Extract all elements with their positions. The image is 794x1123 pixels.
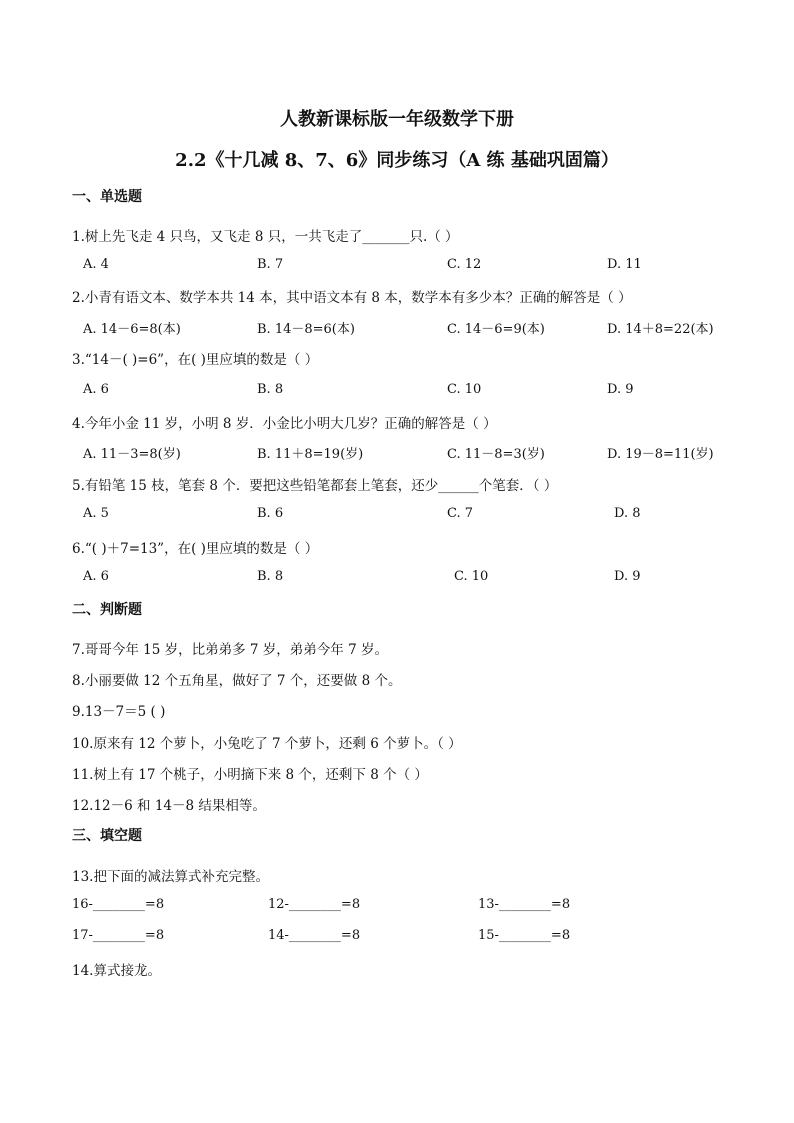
- q3-option-b: B. 8: [257, 382, 284, 397]
- q1-option-c: C. 12: [447, 257, 482, 272]
- q2-option-a: A. 14－6=8(本): [83, 322, 181, 337]
- question-9: 9.13－7＝5 ( ): [72, 704, 166, 720]
- q5-option-d: D. 8: [614, 506, 641, 521]
- section-heading-single-choice: 一、单选题: [72, 189, 142, 205]
- q5-option-b: B. 6: [257, 506, 284, 521]
- fill-item: 13-________=8: [478, 897, 571, 912]
- question-5: 5.有铅笔 15 枝，笔套 8 个．要把这些铅笔都套上笔套，还少______个笔套．（ ）: [72, 478, 558, 494]
- fill-item: 14-________=8: [268, 928, 361, 943]
- q2-option-c: C. 14－6=9(本): [447, 322, 545, 337]
- q6-option-d: D. 9: [614, 569, 641, 584]
- q1-option-d: D. 11: [607, 257, 642, 272]
- question-6: 6.“( )＋7=13”，在( )里应填的数是（ ）: [72, 541, 319, 557]
- q6-option-a: A. 6: [83, 569, 109, 584]
- fill-item: 16-________=8: [72, 897, 165, 912]
- q1-option-b: B. 7: [257, 257, 284, 272]
- fill-item: 15-________=8: [478, 928, 571, 943]
- question-7: 7.哥哥今年 15 岁，比弟弟多 7 岁，弟弟今年 7 岁。: [72, 642, 388, 658]
- q6-option-b: B. 8: [257, 569, 284, 584]
- question-14: 14.算式接龙。: [72, 963, 161, 979]
- q4-option-c: C. 11－8=3(岁): [447, 447, 545, 462]
- q4-option-d: D. 19－8=11(岁): [607, 447, 714, 462]
- q2-option-d: D. 14＋8=22(本): [607, 322, 714, 337]
- q5-option-c: C. 7: [447, 506, 474, 521]
- question-13: 13.把下面的减法算式补充完整。: [72, 869, 269, 885]
- q3-option-a: A. 6: [83, 382, 109, 397]
- fill-item: 17-________=8: [72, 928, 165, 943]
- question-2: 2.小青有语文本、数学本共 14 本，其中语文本有 8 本，数学本有多少本？正确的解答是（ ）: [72, 290, 632, 306]
- question-10: 10.原来有 12 个萝卜，小兔吃了 7 个萝卜，还剩 6 个萝卜。（ ）: [72, 736, 462, 752]
- q6-option-c: C. 10: [454, 569, 489, 584]
- section-heading-true-false: 二、判断题: [72, 602, 142, 618]
- question-8: 8.小丽要做 12 个五角星，做好了 7 个，还要做 8 个。: [72, 673, 402, 689]
- question-11: 11.树上有 17 个桃子，小明摘下来 8 个，还剩下 8 个（ ）: [72, 767, 428, 783]
- q4-option-b: B. 11＋8=19(岁): [257, 447, 364, 462]
- worksheet-subtitle: 2.2《十几减 8、7、6》同步练习（A 练 基础巩固篇）: [175, 150, 619, 171]
- worksheet-title: 人教新课标版一年级数学下册: [280, 109, 514, 130]
- q1-option-a: A. 4: [83, 257, 109, 272]
- question-3: 3.“14－( )=6”，在( )里应填的数是（ ）: [72, 352, 319, 368]
- q5-option-a: A. 5: [83, 506, 109, 521]
- question-1: 1.树上先飞走 4 只鸟，又飞走 8 只，一共飞走了_______只.（ ）: [72, 229, 459, 245]
- fill-item: 12-________=8: [268, 897, 361, 912]
- q4-option-a: A. 11－3=8(岁): [83, 447, 181, 462]
- q3-option-d: D. 9: [607, 382, 634, 397]
- q3-option-c: C. 10: [447, 382, 482, 397]
- q2-option-b: B. 14－8=6(本): [257, 322, 355, 337]
- section-heading-fill-in: 三、填空题: [72, 828, 142, 844]
- question-4: 4.今年小金 11 岁，小明 8 岁．小金比小明大几岁？正确的解答是（ ）: [72, 416, 497, 432]
- question-12: 12.12－6 和 14－8 结果相等。: [72, 798, 266, 814]
